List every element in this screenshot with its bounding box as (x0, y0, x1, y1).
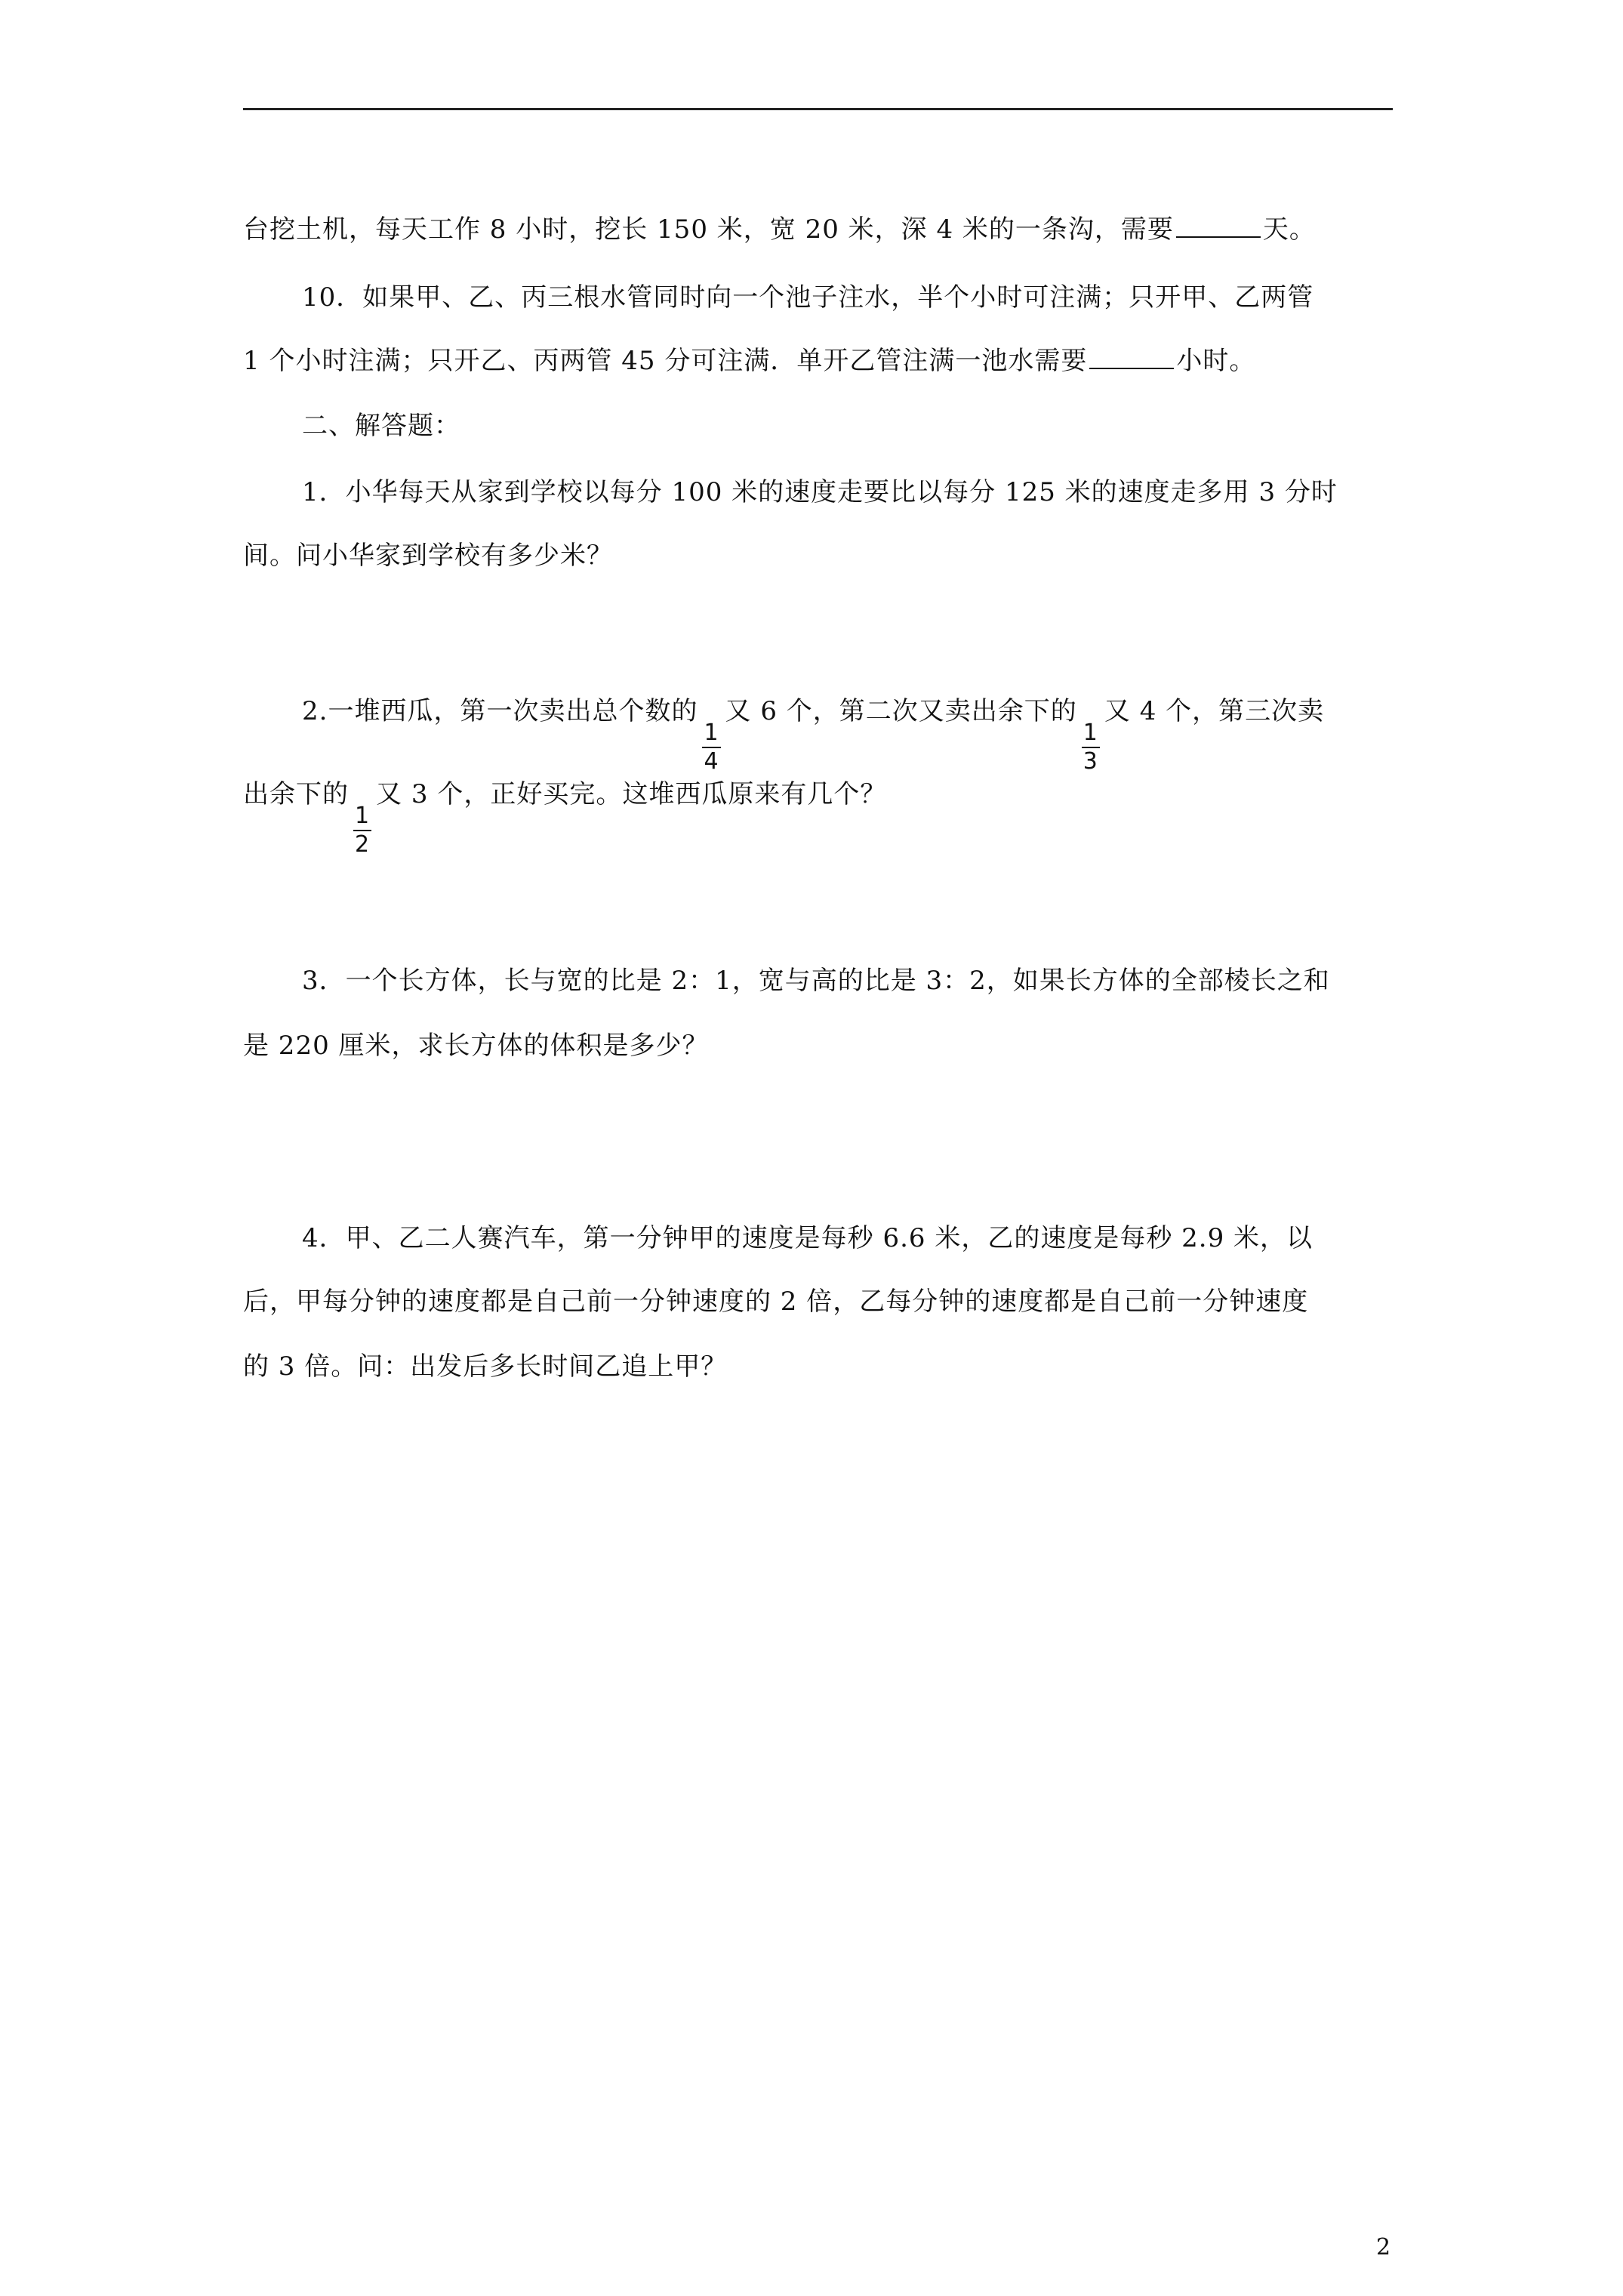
section-title: 二、解答题： (302, 411, 460, 441)
problem-1-line-1: 1．小华每天从家到学校以每分 100 米的速度走要比以每分 125 米的速度走多用 3 分时 (302, 477, 1338, 507)
problem-4-line-3: 的 3 倍。问：出发后多长时间乙追上甲？ (243, 1351, 728, 1382)
problem-3-line-2: 是 220 厘米，求长方体的体积是多少？ (243, 1031, 709, 1061)
q9-answer-blank[interactable] (1176, 214, 1261, 238)
problem-3-line-1: 3．一个长方体，长与宽的比是 2：1，宽与高的比是 3：2，如果长方体的全部棱长之和 (302, 966, 1330, 996)
problem-2-line-1 (302, 695, 1324, 775)
q10-text-b: 小时。 (1176, 346, 1256, 376)
header-rule (243, 108, 1393, 110)
problem-4-line-2: 后，甲每分钟的速度都是自己前一分钟速度的 2 倍，乙每分钟的速度都是自己前一分钟速度 (243, 1287, 1309, 1317)
problem-2-text-d: 出余下的 (243, 779, 349, 809)
q10-text-a: 1 个小时注满；只开乙、丙两管 45 分可注满．单开乙管注满一池水需要 (243, 346, 1088, 376)
q10-line-1: 10．如果甲、乙、丙三根水管同时向一个池子注水，半个小时可注满；只开甲、乙两管 (302, 282, 1314, 313)
problem-2-line-2 (243, 778, 886, 858)
q10-line-2 (243, 344, 1255, 378)
q9-text-a: 台挖土机，每天工作 8 小时，挖长 150 米，宽 20 米，深 4 米的一条沟，需要 (243, 214, 1174, 245)
q10-answer-blank[interactable] (1089, 345, 1174, 369)
q9-line-1 (243, 213, 1316, 246)
problem-1-line-2: 间。问小华家到学校有多少米？ (243, 541, 613, 571)
problem-2-text-e: 又 3 个，正好买完。这堆西瓜原来有几个？ (376, 779, 887, 809)
problem-4-line-1: 4．甲、乙二人赛汽车，第一分钟甲的速度是每秒 6.6 米，乙的速度是每秒 2.9 米，以 (302, 1223, 1313, 1253)
q9-text-b: 天。 (1262, 214, 1316, 245)
problem-2-text-c: 又 4 个，第三次卖 (1104, 696, 1325, 726)
problem-2-text-a: 2.一堆西瓜，第一次卖出总个数的 (302, 696, 698, 726)
page-number: 2 (1376, 2234, 1391, 2261)
fraction-one-third: $\frac{1}{3}$ (1083, 720, 1098, 775)
fraction-one-half: $\frac{1}{2}$ (355, 803, 371, 858)
fraction-one-quarter: $\frac{1}{4}$ (704, 720, 719, 775)
problem-2-text-b: 又 6 个，第二次又卖出余下的 (725, 696, 1077, 726)
